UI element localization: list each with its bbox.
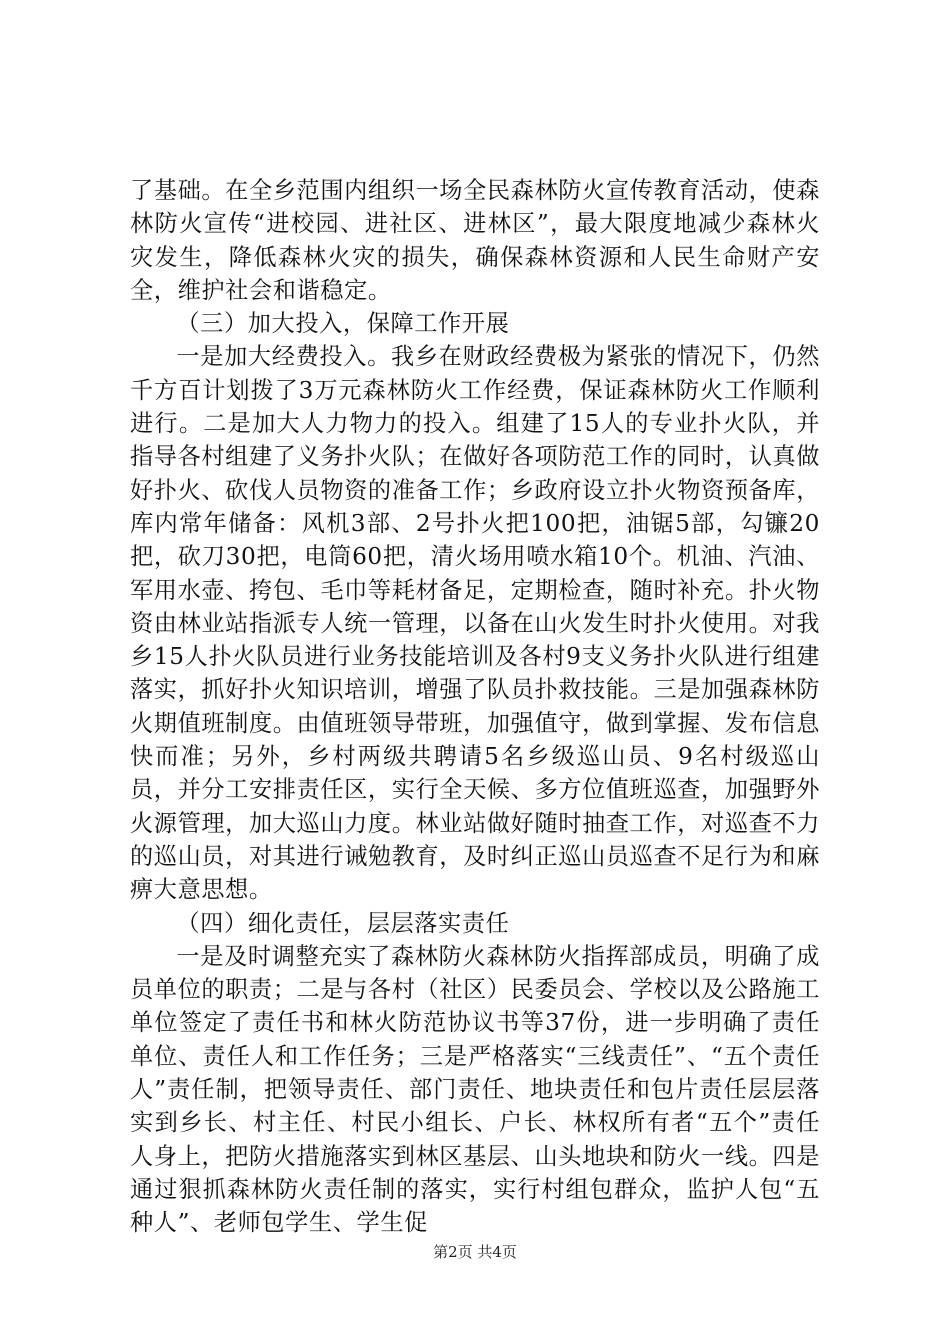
section-heading-4: （四）细化责任，层层落实责任 [176, 909, 510, 937]
page-footer [0, 1242, 950, 1262]
page-number-label: 第2页 共4页 [433, 1243, 517, 1261]
document-body [130, 174, 820, 1240]
section-heading-3: （三）加大投入，保障工作开展 [176, 310, 510, 338]
paragraph-funding: 一是加大经费投入。我乡在财政经费极为紧张的情况下，仍然千方百计划拨了3万元森林防火工作经费，保证森林防火工作顺利进行。二是加大人力物力的投入。组建了15人的专业扑火队，并指导各村组建了义务扑火队；在做好各项防范工作的同时，认真做好扑火、砍伐人员物资的准备工作；乡政府设立扑火物资预备库，库内常年储备：风机3部、2号扑火把100把，油锯5部，勾镰20把，砍刀30把，电筒60把，清火场用喷水箱10个。机油、汽油、军用水壶、挎包、毛巾等耗材备足，定期检查，随时补充。扑火物资由林业站指派专人统一管理，以备在山火发生时扑火使用。对我乡15人扑火队员进行业务技能培训及各村9支义务扑火队进行组建落实，抓好扑火知识培训，增强了队员扑救技能。三是加强森林防火期值班制度。由值班领导带班，加强值守，做到掌握、发布信息快而准；另外，乡村两级共聘请5名乡级巡山员、9名村级巡山员，并分工安排责任区，实行全天候、多方位值班巡查，加强野外火源管理，加大巡山力度。林业站做好随时抽查工作，对巡查不力的巡山员，对其进行诫勉教育，及时纠正巡山员巡查不足行为和麻痹大意思想。 [130, 343, 820, 904]
paragraph-continuation: 了基础。在全乡范围内组织一场全民森林防火宣传教育活动，使森林防火宣传“进校园、进社区、进林区”，最大限度地减少森林火灾发生，降低森林火灾的损失，确保森林资源和人民生命财产安全，维护社会和谐稳定。 [130, 177, 820, 304]
paragraph-responsibility: 一是及时调整充实了森林防火森林防火指挥部成员，明确了成员单位的职责；二是与各村（社区）民委员会、学校以及公路施工单位签定了责任书和林火防范协议书等37份，进一步明确了责任单位、责任人和工作任务；三是严格落实“三线责任”、“五个责任人”责任制，把领导责任、部门责任、地块责任和包片责任层层落实到乡长、村主任、村民小组长、户长、林权所有者“五个”责任人身上，把防火措施落实到林区基层、山头地块和防火一线。四是通过狠抓森林防火责任制的落实，实行村组包群众，监护人包“五种人”、老师包学生、学生促 [130, 942, 820, 1237]
